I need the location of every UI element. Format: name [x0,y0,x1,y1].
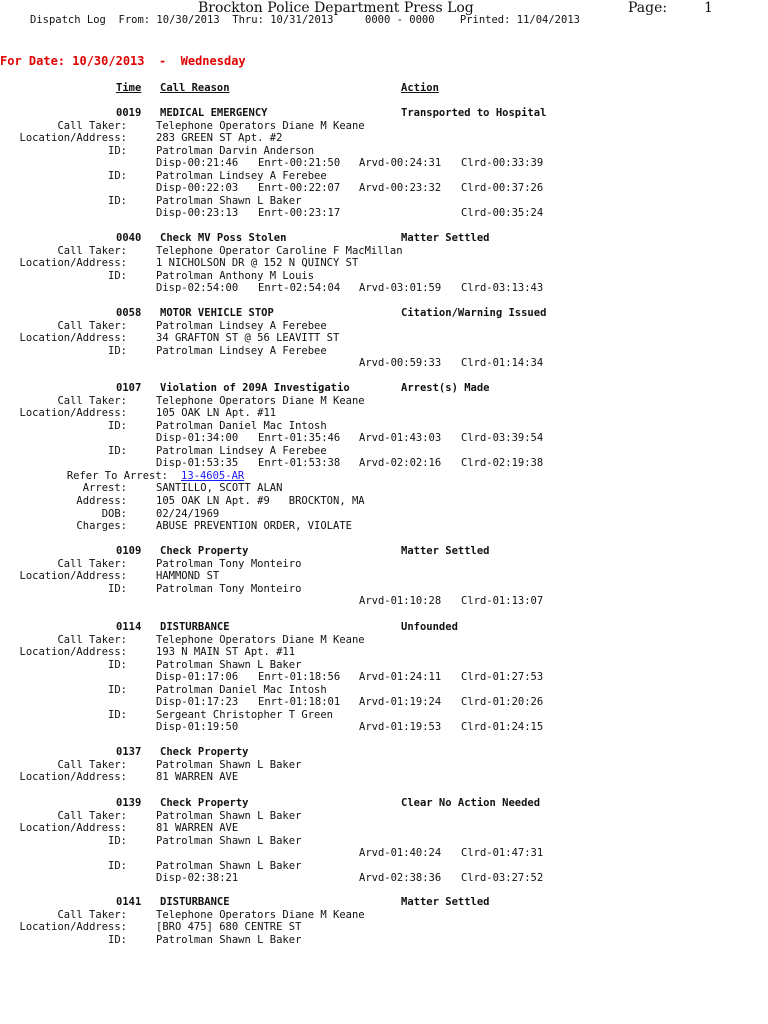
report-title: Brockton Police Department Press Log [198,0,474,16]
call-taker-value: Patrolman Lindsey A Ferebee [156,319,327,332]
unit-arrived-time: Arvd-03:01:59 [359,282,442,295]
entry-action: Clear No Action Needed [401,797,541,809]
unit-id-label: ID: [108,658,127,671]
call-taker-value: Telephone Operators Diane M Keane [156,908,365,921]
unit-dispatch-time: Disp-02:54:00 [156,282,239,295]
unit-officer: Patrolman Lindsey A Ferebee [156,169,327,182]
unit-dispatch-time: Disp-02:38:21 [156,872,239,885]
arrestee-name: SANTILLO, SCOTT ALAN [156,482,283,495]
location-value: 1 NICHOLSON DR @ 152 N QUINCY ST [156,257,359,270]
unit-dispatch-time: Disp-01:34:00 [156,432,239,445]
location-value: 193 N MAIN ST Apt. #11 [156,646,296,659]
unit-arrived-time: Arvd-01:40:24 [359,847,442,860]
unit-enroute-time: Enrt-01:18:01 [258,696,341,709]
unit-dispatch-time: Disp-00:23:13 [156,207,239,220]
unit-arrived-time: Arvd-01:43:03 [359,432,442,445]
unit-arrived-time: Arvd-00:59:33 [359,357,442,370]
entry-call-reason: Violation of 209A Investigatio [160,382,350,394]
call-taker-value: Patrolman Tony Monteiro [156,557,302,570]
location-label: Location/Address: [19,132,127,145]
unit-id-label: ID: [108,344,127,357]
arrestee-dob: 02/24/1969 [156,507,220,520]
unit-enroute-time: Enrt-01:53:38 [258,457,341,470]
unit-id-label: ID: [108,582,127,595]
entry-time: 0109 [116,545,142,557]
unit-cleared-time: Clrd-01:20:26 [461,696,544,709]
unit-cleared-time: Clrd-00:35:24 [461,207,544,220]
unit-officer: Patrolman Shawn L Baker [156,859,302,872]
entry-call-reason: DISTURBANCE [160,621,230,633]
unit-arrived-time: Arvd-00:24:31 [359,157,442,170]
unit-id-label: ID: [108,683,127,696]
call-taker-value: Telephone Operator Caroline F MacMillan [156,244,403,257]
entry-action: Matter Settled [401,896,490,908]
location-value: HAMMOND ST [156,570,220,583]
column-header-time: Time [116,82,142,94]
unit-cleared-time: Clrd-01:14:34 [461,357,544,370]
location-value: 81 WARREN AVE [156,822,239,835]
unit-arrived-time: Arvd-02:38:36 [359,872,442,885]
refer-to-arrest-label: Refer To Arrest: [66,469,168,482]
call-taker-label: Call Taker: [57,908,127,921]
entry-call-reason: MEDICAL EMERGENCY [160,107,268,119]
arrestee-address: 105 OAK LN Apt. #9 BROCKTON, MA [156,494,365,507]
location-value: 81 WARREN AVE [156,771,239,784]
call-taker-value: Telephone Operators Diane M Keane [156,119,365,132]
entry-time: 0141 [116,896,142,908]
entry-action: Matter Settled [401,232,490,244]
location-value: [BRO 475] 680 CENTRE ST [156,921,302,934]
unit-cleared-time: Clrd-03:13:43 [461,282,544,295]
unit-cleared-time: Clrd-02:19:38 [461,457,544,470]
location-value: 34 GRAFTON ST @ 56 LEAVITT ST [156,332,340,345]
location-label: Location/Address: [19,822,127,835]
unit-id-label: ID: [108,859,127,872]
unit-enroute-time: Enrt-01:35:46 [258,432,341,445]
unit-cleared-time: Clrd-01:13:07 [461,595,544,608]
unit-id-label: ID: [108,169,127,182]
unit-officer: Patrolman Anthony M Louis [156,269,315,282]
unit-cleared-time: Clrd-01:27:53 [461,671,544,684]
unit-officer: Patrolman Shawn L Baker [156,658,302,671]
unit-id-label: ID: [108,269,127,282]
unit-enroute-time: Enrt-00:23:17 [258,207,341,220]
column-header-action: Action [401,82,439,94]
call-taker-value: Telephone Operators Diane M Keane [156,394,365,407]
call-taker-label: Call Taker: [57,244,127,257]
unit-officer: Sergeant Christopher T Green [156,708,334,721]
unit-cleared-time: Clrd-00:37:26 [461,182,544,195]
unit-dispatch-time: Disp-01:17:06 [156,671,239,684]
entry-time: 0139 [116,797,142,809]
location-label: Location/Address: [19,332,127,345]
unit-id-label: ID: [108,419,127,432]
call-taker-value: Patrolman Shawn L Baker [156,758,302,771]
entry-time: 0040 [116,232,142,244]
unit-arrived-time: Arvd-01:24:11 [359,671,442,684]
unit-arrived-time: Arvd-01:19:24 [359,696,442,709]
unit-cleared-time: Clrd-03:39:54 [461,432,544,445]
page-number: 1 [704,0,713,16]
entry-action: Matter Settled [401,545,490,557]
report-subtitle: Dispatch Log From: 10/30/2013 Thru: 10/31/2013 0000 - 0000 Printed: 11/04/2013 [30,14,580,26]
unit-dispatch-time: Disp-00:21:46 [156,157,239,170]
arrest-reference-link[interactable]: 13-4605-AR [181,469,245,482]
location-label: Location/Address: [19,921,127,934]
unit-cleared-time: Clrd-03:27:52 [461,872,544,885]
entry-call-reason: DISTURBANCE [160,896,230,908]
column-header-call-reason: Call Reason [160,82,230,94]
unit-id-label: ID: [108,144,127,157]
location-value: 283 GREEN ST Apt. #2 [156,132,283,145]
unit-cleared-time: Clrd-01:47:31 [461,847,544,860]
arrest-label: Arrest: [82,482,127,495]
call-taker-label: Call Taker: [57,758,127,771]
charges-value: ABUSE PREVENTION ORDER, VIOLATE [156,520,352,533]
call-taker-label: Call Taker: [57,394,127,407]
entry-time: 0019 [116,107,142,119]
entry-call-reason: Check Property [160,545,249,557]
unit-id-label: ID: [108,834,127,847]
unit-dispatch-time: Disp-00:22:03 [156,182,239,195]
call-taker-label: Call Taker: [57,633,127,646]
entry-call-reason: MOTOR VEHICLE STOP [160,307,274,319]
entry-time: 0107 [116,382,142,394]
unit-officer: Patrolman Shawn L Baker [156,933,302,946]
location-value: 105 OAK LN Apt. #11 [156,407,277,420]
unit-enroute-time: Enrt-00:21:50 [258,157,341,170]
entry-time: 0114 [116,621,142,633]
for-date-heading: For Date: 10/30/2013 - Wednesday [0,54,246,68]
unit-arrived-time: Arvd-02:02:16 [359,457,442,470]
arrestee-dob-label: DOB: [101,507,127,520]
unit-officer: Patrolman Daniel Mac Intosh [156,683,327,696]
call-taker-label: Call Taker: [57,319,127,332]
location-label: Location/Address: [19,771,127,784]
entry-call-reason: Check Property [160,797,249,809]
unit-id-label: ID: [108,933,127,946]
arrestee-address-label: Address: [76,494,127,507]
location-label: Location/Address: [19,407,127,420]
location-label: Location/Address: [19,646,127,659]
unit-officer: Patrolman Darvin Anderson [156,144,315,157]
unit-officer: Patrolman Lindsey A Ferebee [156,344,327,357]
unit-arrived-time: Arvd-00:23:32 [359,182,442,195]
entry-action: Unfounded [401,621,458,633]
unit-dispatch-time: Disp-01:53:35 [156,457,239,470]
unit-enroute-time: Enrt-00:22:07 [258,182,341,195]
unit-id-label: ID: [108,708,127,721]
unit-officer: Patrolman Lindsey A Ferebee [156,444,327,457]
call-taker-label: Call Taker: [57,119,127,132]
charges-label: Charges: [76,520,127,533]
unit-cleared-time: Clrd-00:33:39 [461,157,544,170]
unit-dispatch-time: Disp-01:19:50 [156,721,239,734]
unit-officer: Patrolman Shawn L Baker [156,834,302,847]
call-taker-label: Call Taker: [57,557,127,570]
unit-officer: Patrolman Daniel Mac Intosh [156,419,327,432]
location-label: Location/Address: [19,570,127,583]
unit-arrived-time: Arvd-01:19:53 [359,721,442,734]
unit-dispatch-time: Disp-01:17:23 [156,696,239,709]
entry-call-reason: Check Property [160,746,249,758]
entry-call-reason: Check MV Poss Stolen [160,232,287,244]
unit-cleared-time: Clrd-01:24:15 [461,721,544,734]
unit-enroute-time: Enrt-02:54:04 [258,282,341,295]
call-taker-value: Patrolman Shawn L Baker [156,809,302,822]
unit-officer: Patrolman Shawn L Baker [156,194,302,207]
unit-id-label: ID: [108,194,127,207]
unit-arrived-time: Arvd-01:10:28 [359,595,442,608]
location-label: Location/Address: [19,257,127,270]
entry-action: Citation/Warning Issued [401,307,547,319]
entry-time: 0058 [116,307,142,319]
page-label: Page: [628,0,668,16]
entry-action: Arrest(s) Made [401,382,490,394]
call-taker-label: Call Taker: [57,809,127,822]
unit-id-label: ID: [108,444,127,457]
call-taker-value: Telephone Operators Diane M Keane [156,633,365,646]
entry-action: Transported to Hospital [401,107,547,119]
unit-enroute-time: Enrt-01:18:56 [258,671,341,684]
unit-officer: Patrolman Tony Monteiro [156,582,302,595]
entry-time: 0137 [116,746,142,758]
